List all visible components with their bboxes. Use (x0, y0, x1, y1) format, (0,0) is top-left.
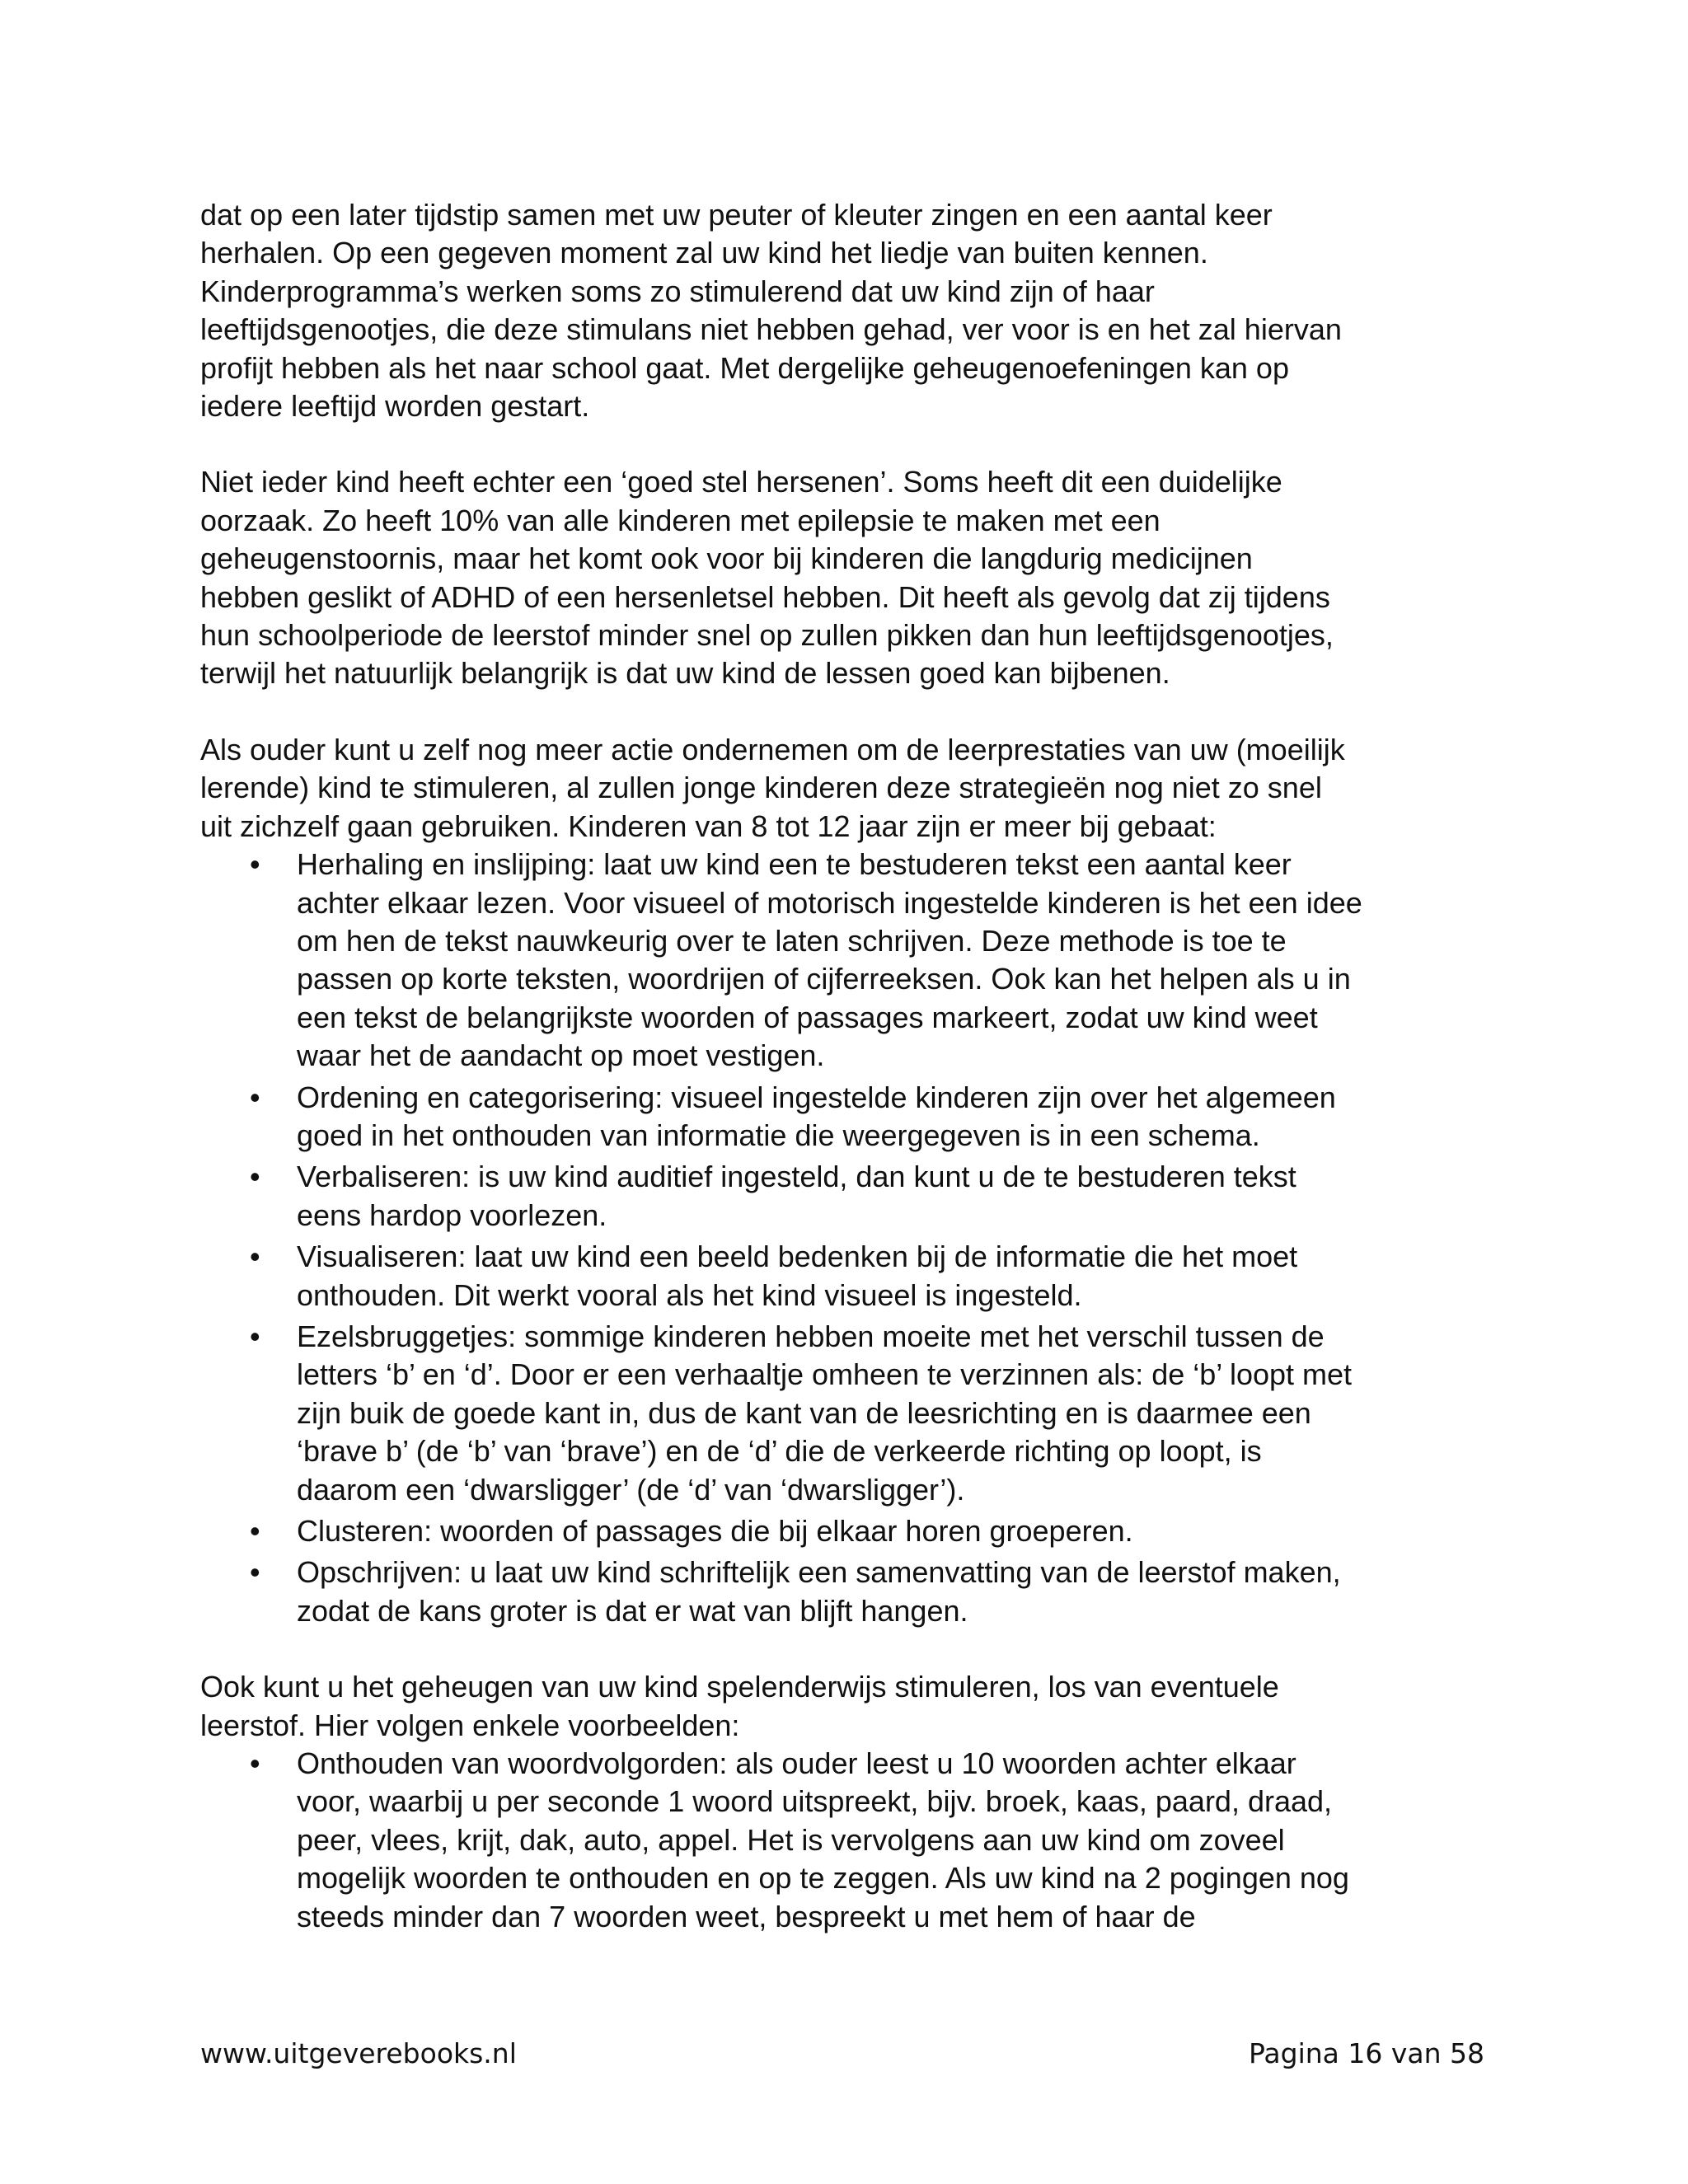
list-item-text: Opschrijven: u laat uw kind schriftelijk een samenvatting van de leerstof maken, zodat de kans groter is dat er wat van blijft hangen. (297, 1555, 1341, 1628)
paragraph-memory-exercises: dat op een later tijdstip samen met uw peuter of kleuter zingen en een aantal keer herhalen. Op een gegeven moment zal uw kind het liedje van buiten kennen. Kinderprogramma’s werken soms zo stimulerend dat uw kind zijn of haar leeftijdsgenootjes, die deze stimulans niet hebben gehad, ver voor is en het zal hiervan profijt hebben als het naar school gaat. Met dergelijke geheugenoefeningen kan op iedere leeftijd worden gestart. (200, 198, 1342, 424)
bullet-icon: • (250, 1319, 260, 1353)
bullet-icon: • (250, 847, 260, 882)
paragraph-playful-stimulation: Ook kunt u het geheugen van uw kind spelenderwijs stimuleren, los van eventuele leerstof. Hier volgen enkele voorbeelden: (200, 1670, 1279, 1742)
list-item-text: Clusteren: woorden of passages die bij elkaar horen groeperen. (297, 1514, 1133, 1548)
list-item (200, 1238, 1486, 1315)
list-item (200, 846, 1486, 1075)
list-item (200, 1079, 1486, 1155)
paragraph-memory-disorders: Niet ieder kind heeft echter een ‘goed stel hersenen’. Soms heeft dit een duidelijke oorzaak. Zo heeft 10% van alle kinderen met epilepsie te maken met een geheugenstoornis, maar het komt ook voor bij kinderen die langdurig medicijnen hebben geslikt of ADHD of een hersenletsel hebben. Dit heeft als gevolg dat zij tijdens hun schoolperiode de leerstof minder snel op zullen pikken dan hun leeftijdsgenootjes, terwijl het natuurlijk belangrijk is dat uw kind de lessen goed kan bijbenen. (200, 465, 1334, 691)
list-item-text: Ezelsbruggetjes: sommige kinderen hebben moeite met het verschil tussen de letters ‘b’ en ‘d’. Door er een verhaaltje omheen te verzinnen als: de ‘b’ loopt met zijn buik de goede kant in, dus de kant van de leesrichting en is daarmee een ‘brave b’ (de ‘b’ van ‘brave’) en de ‘d’ die de verkeerde richting op loopt, is daarom een ‘dwarsligger’ (de ‘d’ van ‘dwarsligger’). (297, 1319, 1353, 1507)
list-item-text: Visualiseren: laat uw kind een beeld bedenken bij de informatie die het moet onthouden. Dit werkt vooral als het kind visueel is ingesteld. (297, 1240, 1298, 1312)
list-item-text: Verbaliseren: is uw kind auditief ingesteld, dan kunt u de te bestuderen tekst eens hardop voorlezen. (297, 1160, 1296, 1232)
examples-list (200, 1745, 1486, 1936)
bullet-icon: • (250, 1514, 260, 1548)
bullet-icon: • (250, 1746, 260, 1781)
list-item (200, 1745, 1486, 1936)
strategies-list (200, 846, 1486, 1630)
footer-website: www.uitgeverebooks.nl (200, 2037, 517, 2069)
bullet-icon: • (250, 1240, 260, 1274)
paragraph-parent-actions: Als ouder kunt u zelf nog meer actie ondernemen om de leerprestaties van uw (moeilijk lerende) kind te stimuleren, al zullen jonge kinderen deze strategieën nog niet zo snel uit zichzelf gaan gebruiken. Kinderen van 8 tot 12 jaar zijn er meer bij gebaat: (200, 732, 1345, 843)
list-item-text: Herhaling en inslijping: laat uw kind een te bestuderen tekst een aantal keer achter elkaar lezen. Voor visueel of motorisch ingestelde kinderen is het een idee om hen de tekst nauwkeurig over te laten schrijven. Deze methode is toe te passen op korte teksten, woordrijen of cijferreeksen. Ook kan het helpen als u in een tekst de belangrijkste woorden of passages markeert, zodat uw kind weet waar het de aandacht op moet vestigen. (297, 847, 1362, 1073)
list-item (200, 1554, 1486, 1630)
list-item (200, 1318, 1486, 1509)
bullet-icon: • (250, 1080, 260, 1114)
list-item-text: Onthouden van woordvolgorden: als ouder leest u 10 woorden achter elkaar voor, waarbij u per seconde 1 woord uitspreekt, bijv. broek, kaas, paard, draad, peer, vlees, krijt, dak, auto, appel. Het is vervolgens aan uw kind om zoveel mogelijk woorden te onthouden en op te zeggen. Als uw kind na 2 pogingen nog steeds minder dan 7 woorden weet, bespreekt u met hem of haar de (297, 1746, 1349, 1933)
list-item-text: Ordening en categorisering: visueel ingestelde kinderen zijn over het algemeen goed in het onthouden van informatie die weergegeven is in een schema. (297, 1080, 1336, 1152)
bullet-icon: • (250, 1160, 260, 1194)
bullet-icon: • (250, 1555, 260, 1590)
list-item (200, 1158, 1486, 1235)
document-body (200, 196, 1486, 1939)
footer-page-number: Pagina 16 van 58 (1248, 2037, 1484, 2069)
list-item (200, 1512, 1486, 1550)
